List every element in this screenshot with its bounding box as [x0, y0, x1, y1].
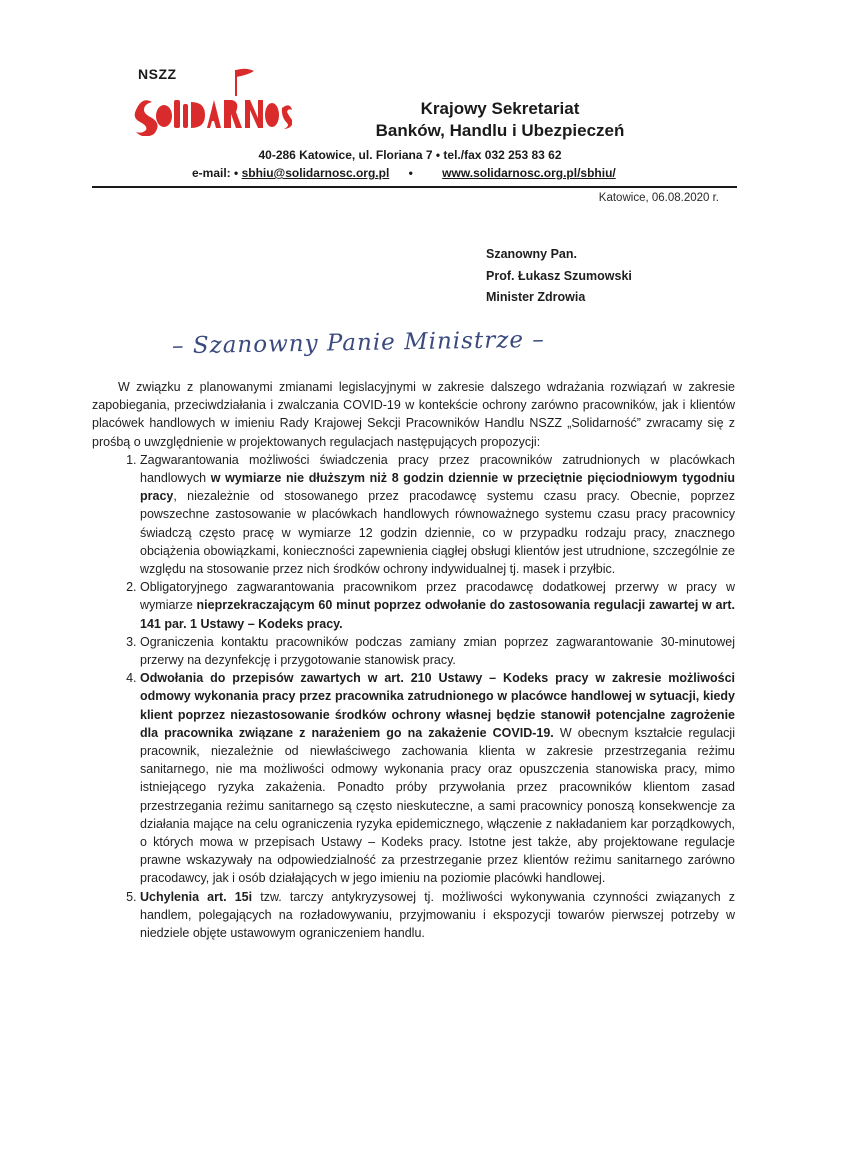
- proposal-list: [92, 451, 735, 942]
- addressee-line1: Szanowny Pan.: [486, 247, 577, 261]
- item-emphasis: nieprzekraczającym 60 minut poprzez odwołanie do zastosowania regulacji zawartej w art. 141 par. 1 Ustawy – Kodeks pracy.: [140, 598, 735, 631]
- item-text: tzw. tarczy antykryzysowej tj. możliwości wykonywania czynności związanych z handlem, polegających na rozładowywaniu, przyjmowaniu i ekspozycji towarów pierwszej potrzeby w niedziele objęte ustawowym ograniczeniem handlu.: [140, 889, 736, 941]
- list-item: [140, 888, 735, 943]
- list-item: [140, 578, 735, 633]
- item-emphasis: Odwołania do przepisów zawartych w art. 210 Ustawy – Kodeks pracy w zakresie możliwości odmowy wykonania pracy przez pracownika zatrudnionego w placówce handlowej w sytuacji, kiedy klient poprzez niezastosowanie środków ochrony własnej będzie stanowił potencjalne zagrożenie dla pracownika związane z narażeniem go na zakażenie COVID-19.: [140, 671, 735, 740]
- addressee-block: [486, 244, 632, 309]
- list-item: [140, 451, 735, 578]
- item-text: Obligatoryjnego zagwarantowania pracownikom przez pracodawcę dodatkowej przerwy w pracy w wymiarze: [140, 580, 735, 613]
- email-label: e-mail: •: [192, 166, 239, 180]
- list-item: [140, 669, 735, 887]
- organization-title-line1: Krajowy Sekretariat: [420, 99, 580, 118]
- solidarnosc-logo: [132, 66, 292, 136]
- item-text: W obecnym kształcie regulacji pracownik, niezależnie od niewłaściwego zachowania klienta w zakresie przestrzegania reżimu sanitarnego, nie ma możliwości odmowy wykonania pracy oraz opuszczenia stanowiska pracy, mimo istniejącego ryzyka zakażenia. Ponadto próby przywołania przez pracowników klientom zasad przestrzegania reżimu sanitarnego są często nieskuteczne, a sami pracownicy ponoszą konsekwencje za działania mające na celu ograniczenia ryzyka epidemicznego, włączenie z nakładaniem kar porządkowych, o których mowa w przepisach Ustawy – Kodeks pracy. Istotne jest także, aby projektowane regulacje prawne wskazywały na odpowiedzialność za przestrzeganie przez klientów reżimu sanitarnego zarówno pracodawcy, jak i osób działających w jego imieniu na poziomie placówki handlowej.: [140, 725, 735, 886]
- addressee-line2: Prof. Łukasz Szumowski: [486, 268, 632, 283]
- item-text: Zagwarantowania możliwości świadczenia pracy przez pracowników zatrudnionych w placówkach handlowych: [140, 452, 735, 486]
- item-emphasis: Uchylenia art. 15i: [140, 889, 253, 904]
- intro-paragraph: W związku z planowanymi zmianami legislacyjnymi w zakresie dalszego wdrażania rozwiązań w zakresie zapobiegania, przeciwdziałania i zwalczania COVID-19 w kontekście ochrony zarówno pracowników, jak i klientów placówek handlowych w imieniu Rady Krajowej Sekcji Pracowników Handlu NSZZ „Solidarność” zwracamy się z prośbą o uwzględnienie w projektowanych regulacjach następujących propozycji:: [92, 380, 735, 449]
- logo-nszz-text: NSZZ: [138, 66, 177, 82]
- contact-separator: •: [408, 166, 413, 180]
- list-item: [140, 633, 735, 669]
- organization-title-line2: Banków, Handlu i Ubezpieczeń: [375, 121, 625, 140]
- website-link[interactable]: www.solidarnosc.org.pl/sbhiu/: [442, 166, 616, 180]
- addressee-line3: Minister Zdrowia: [486, 290, 586, 304]
- letter-body: [92, 378, 735, 942]
- organization-title: [340, 98, 660, 142]
- item-emphasis: w wymiarze nie dłuższym niż 8 godzin dziennie w przeciętnie pięciodniowym tygodniu pracy: [140, 471, 735, 504]
- letterhead-divider: [92, 186, 737, 188]
- handwritten-salutation: – Szanowny Panie Ministrze –: [171, 326, 545, 360]
- organization-address: 40-286 Katowice, ul. Floriana 7 • tel./fax 032 253 83 62: [258, 148, 562, 162]
- date-line: Katowice, 06.08.2020 r.: [598, 192, 719, 204]
- item-text: Ograniczenia kontaktu pracowników podczas zamiany zmian poprzez zagwarantowanie 30-minutowej przerwy na dezynfekcję i przygotowanie stanowisk pracy.: [140, 634, 735, 668]
- email-link[interactable]: sbhiu@solidarnosc.org.pl: [241, 166, 390, 180]
- organization-contact: [120, 166, 680, 180]
- item-text: , niezależnie od stosowanego przez pracodawcę systemu czasu pracy. Obecnie, poprzez powszechne zastosowanie w placówkach handlowych równoważnego systemu czasu pracy pracownicy świadczą często pracę w wymiarze 12 godzin dziennie, co w przypadku rodzaju pracy, znacznego obciążenia obowiązkami, konieczności zapewnienia ciągłej obsługi klientów jest utrudnione, szczególnie ze względu na stosowanie przez nich środków ochrony indywidualnej tj. masek i przyłbic.: [140, 489, 735, 577]
